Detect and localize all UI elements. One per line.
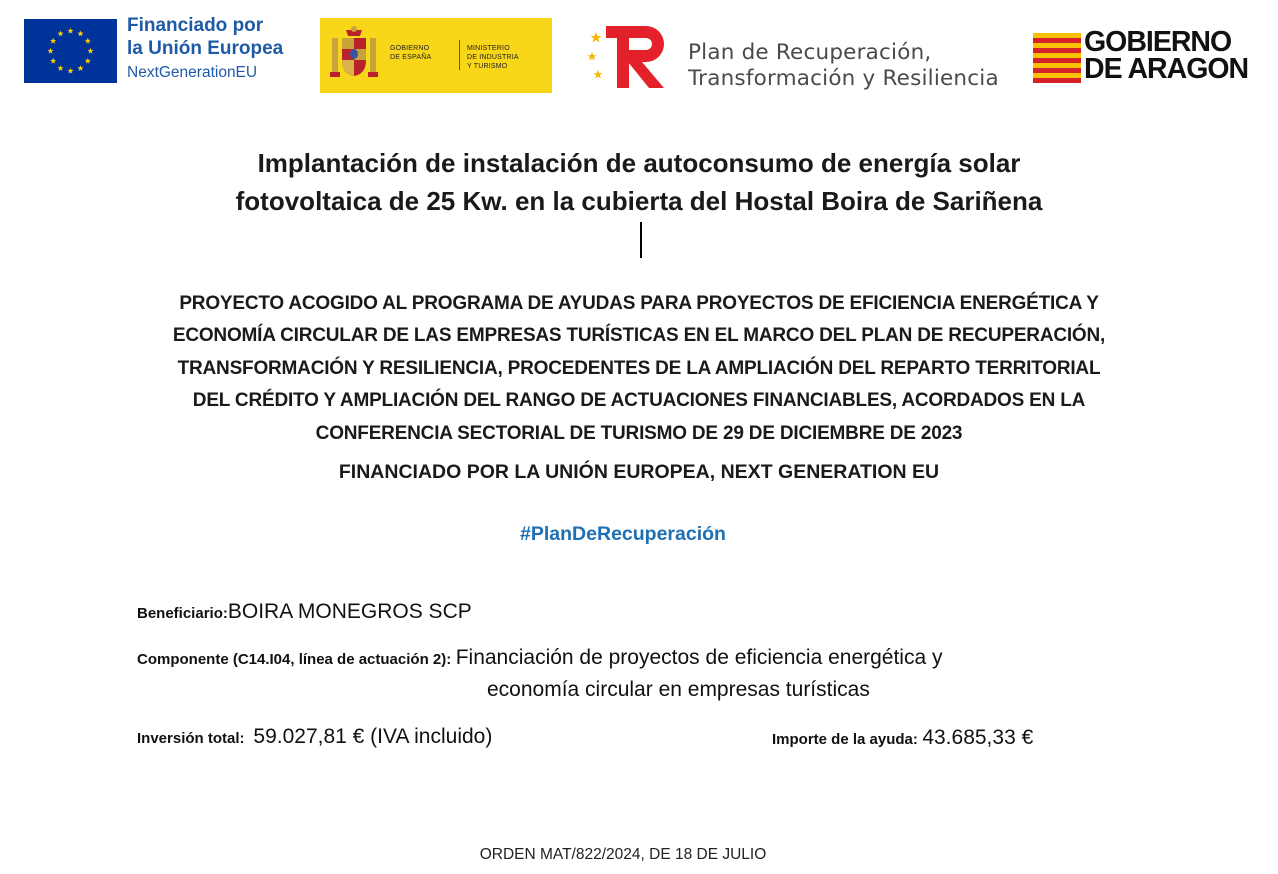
eu-logo-line1: Financiado por <box>127 15 264 36</box>
title-line2: fotovoltaica de 25 Kw. en la cubierta del Hostal Boira de Sariñena <box>235 186 1043 216</box>
page-title <box>0 144 1278 220</box>
gobierno-line1: GOBIERNO <box>390 45 430 52</box>
aragon-line2: DE ARAGON <box>1084 53 1249 85</box>
importe-value: 43.685,33 € <box>922 726 1034 749</box>
ministerio-text <box>467 44 519 71</box>
program-line5: CONFERENCIA SECTORIAL DE TURISMO DE 29 DE DICIEMBRE DE 2023 <box>315 422 963 444</box>
program-line2: ECONOMÍA CIRCULAR DE LAS EMPRESAS TURÍSTICAS EN EL MARCO DEL PLAN DE RECUPERACIÓN, <box>172 325 1106 347</box>
gobierno-aragon-logo-text <box>1084 26 1249 85</box>
financed-statement: FINANCIADO POR LA UNIÓN EUROPEA, NEXT GENERATION EU <box>338 461 940 483</box>
gobierno-espana-logo <box>320 18 552 93</box>
program-line3: TRANSFORMACIÓN Y RESILIENCIA, PROCEDENTES DE LA AMPLIACIÓN DEL REPARTO TERRITORIAL <box>177 357 1101 379</box>
ministerio-line3: Y TURISMO <box>467 63 508 70</box>
componente-value-line2: economía circular en empresas turísticas <box>487 678 870 701</box>
tr-monogram-icon <box>586 22 676 90</box>
eu-logo-line3: NextGenerationEU <box>127 64 258 81</box>
beneficiario-label: Beneficiario: <box>137 605 228 622</box>
prtr-line2: Transformación y Resiliencia <box>688 66 999 91</box>
program-line4: DEL CRÉDITO Y AMPLIACIÓN DEL RANGO DE ACTUACIONES FINANCIABLES, ACORDADOS EN LA <box>192 390 1086 412</box>
beneficiario-row <box>137 600 472 624</box>
gobierno-line2: DE ESPAÑA <box>390 54 432 61</box>
title-line1: Implantación de instalación de autoconsumo de energía solar <box>257 148 1021 178</box>
aragon-line1: GOBIERNO <box>1084 26 1232 58</box>
prtr-line1: Plan de Recuperación, <box>688 40 932 65</box>
prtr-logo-text <box>688 40 999 92</box>
logo-divider <box>459 40 460 70</box>
componente-row <box>137 646 943 670</box>
aragon-flag-icon <box>1033 33 1081 83</box>
program-line1: PROYECTO ACOGIDO AL PROGRAMA DE AYUDAS PARA PROYECTOS DE EFICIENCIA ENERGÉTICA Y <box>179 293 1099 314</box>
ministerio-line2: DE INDUSTRIA <box>467 54 519 61</box>
inversion-value: 59.027,81 € (IVA incluido) <box>253 725 493 748</box>
componente-value-line1: Financiación de proyectos de eficiencia energética y <box>455 646 943 669</box>
eu-flag-icon <box>24 19 117 83</box>
inversion-row <box>137 725 492 749</box>
inversion-label: Inversión total: <box>137 730 245 747</box>
beneficiario-value: BOIRA MONEGROS SCP <box>227 600 472 623</box>
importe-row <box>772 726 1033 750</box>
program-description <box>0 288 1278 450</box>
ministerio-line1: MINISTERIO <box>467 45 510 52</box>
componente-label: Componente (C14.I04, línea de actuación 2): <box>137 651 452 668</box>
gobierno-espana-text <box>390 44 431 62</box>
orden-reference: ORDEN MAT/822/2024, DE 18 DE JULIO <box>479 846 767 863</box>
text-cursor <box>640 222 642 258</box>
hashtag-link[interactable]: #PlanDeRecuperación <box>520 523 726 545</box>
importe-label: Importe de la ayuda: <box>772 731 918 748</box>
eu-funding-logo-text <box>127 16 283 81</box>
eu-logo-line2: la Unión Europea <box>127 38 284 59</box>
spain-coat-of-arms-icon <box>330 24 378 88</box>
